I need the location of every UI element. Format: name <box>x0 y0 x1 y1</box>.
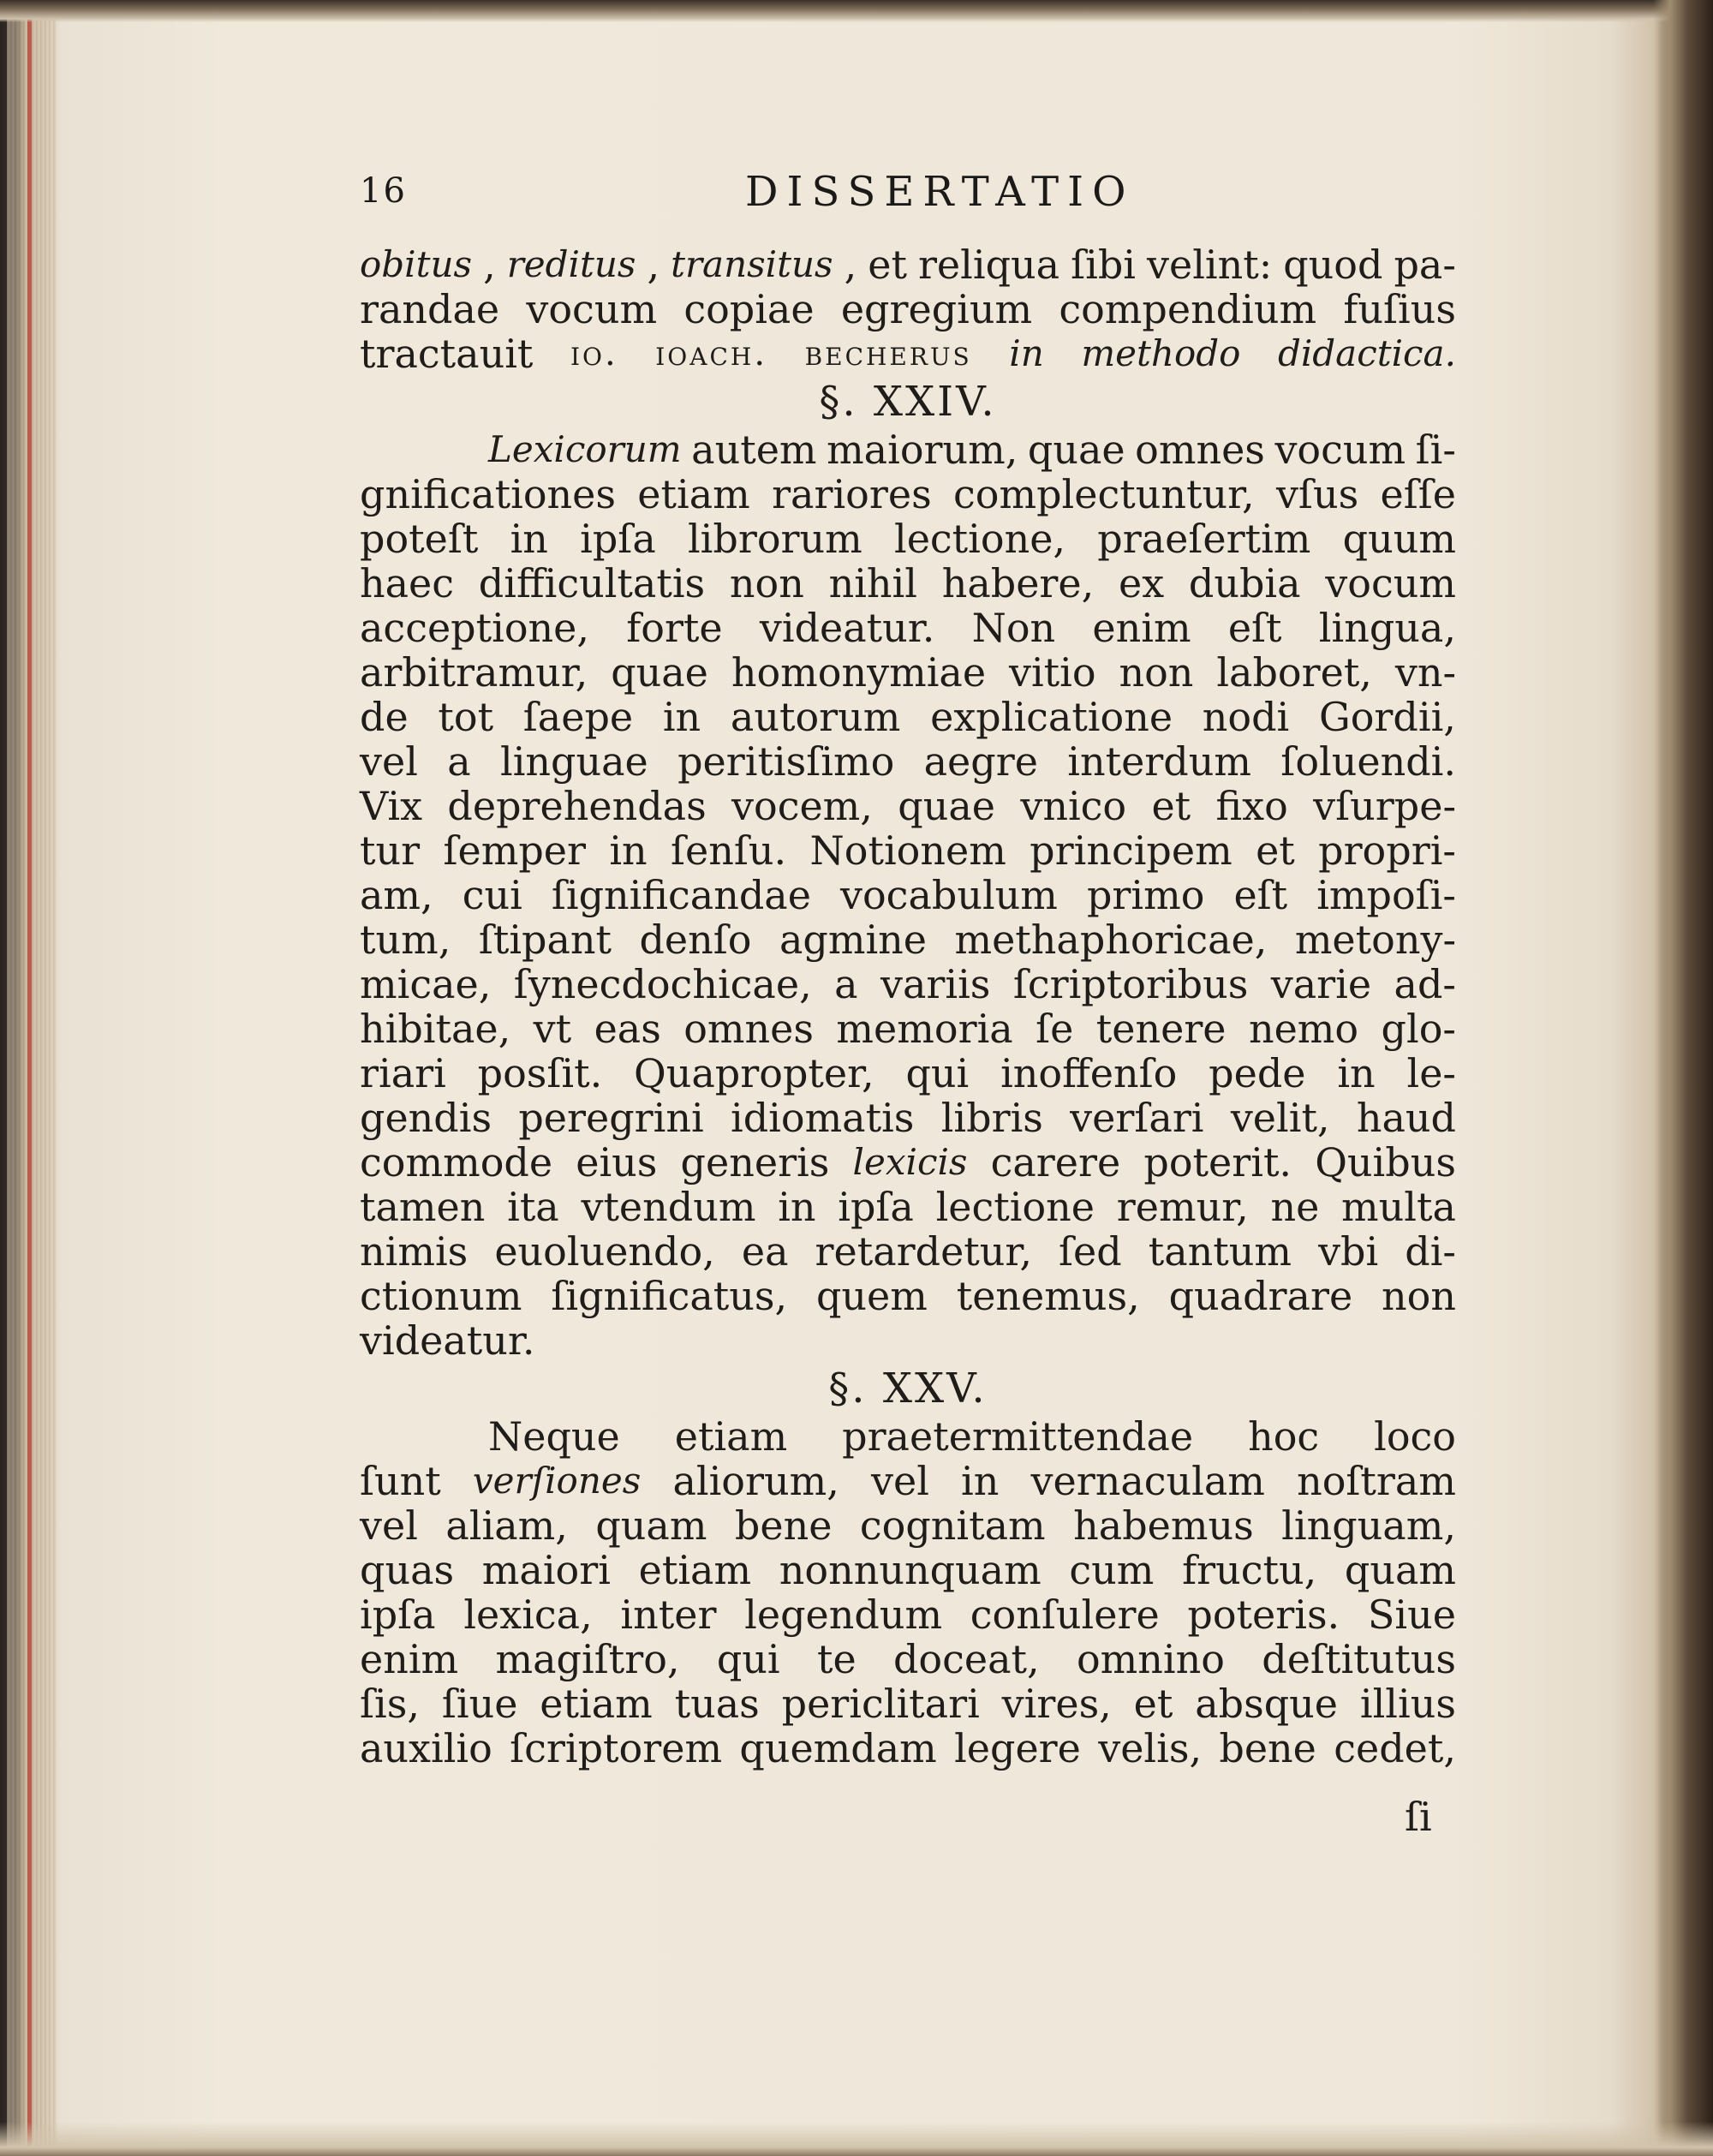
word: aliam, <box>445 1502 568 1549</box>
word: carere <box>990 1139 1121 1186</box>
word: enim <box>1092 605 1191 651</box>
word: de <box>360 694 409 740</box>
word: remur, <box>1116 1184 1249 1230</box>
word: etiam <box>637 471 750 517</box>
word: ſtipant <box>478 917 612 963</box>
word: ita <box>507 1184 559 1230</box>
word: retardetur, <box>815 1228 1032 1275</box>
word: qui <box>905 1050 970 1096</box>
text-line <box>360 695 1456 739</box>
word: ex <box>1119 560 1165 606</box>
word: denſo <box>639 917 752 963</box>
word: pa- <box>1394 242 1456 288</box>
word: commode <box>360 1139 553 1186</box>
word: linguam, <box>1281 1502 1456 1549</box>
word: idiomatis <box>731 1095 915 1141</box>
word: ioach. <box>655 334 768 373</box>
word: ſcriptoribus <box>1012 961 1249 1007</box>
word: habere, <box>941 560 1095 606</box>
word: ſcriptorem <box>510 1725 723 1771</box>
word: riari <box>360 1050 446 1096</box>
word: doceat, <box>892 1636 1040 1682</box>
text-line <box>360 1503 1456 1548</box>
word: metony- <box>1294 917 1456 963</box>
word: nemo <box>1248 1006 1359 1052</box>
word: in <box>961 1458 1000 1504</box>
word: nimis <box>360 1228 469 1275</box>
word: fuſius <box>1343 286 1456 332</box>
word: noſtram <box>1297 1458 1456 1504</box>
word: pede <box>1209 1050 1306 1096</box>
word: forte <box>626 605 723 651</box>
word: gnificationes <box>360 471 616 517</box>
word: vocabulum <box>840 872 1058 918</box>
word: gendis <box>360 1095 492 1141</box>
word: quum <box>1342 516 1456 562</box>
word: peritisſimo <box>677 738 895 785</box>
word: generis <box>680 1139 830 1186</box>
word: poterit. <box>1143 1139 1292 1186</box>
word: haud <box>1356 1095 1456 1141</box>
word: eſſe <box>1380 471 1456 517</box>
word: Non <box>971 605 1056 651</box>
text-line <box>360 1592 1456 1637</box>
word: ea <box>741 1228 789 1275</box>
text-line <box>360 1051 1456 1096</box>
word: micae, <box>360 961 492 1007</box>
word: dubia <box>1188 560 1301 606</box>
word: poteris. <box>1187 1592 1340 1638</box>
word: tantum <box>1148 1228 1292 1275</box>
page-header <box>360 168 1473 228</box>
word: impoſi- <box>1316 872 1456 918</box>
word: omnino <box>1076 1636 1225 1682</box>
word: ſemper <box>443 827 586 874</box>
paragraph-24 <box>360 427 1456 1363</box>
word: in <box>778 1184 816 1230</box>
text-line <box>360 427 1456 472</box>
word: autem <box>691 427 817 473</box>
word: inter <box>620 1592 717 1638</box>
word: vel <box>870 1458 929 1504</box>
word: ad- <box>1394 961 1456 1007</box>
word: , <box>483 242 496 288</box>
text-line <box>360 1726 1456 1771</box>
word: ſis, <box>360 1681 420 1727</box>
word: complectuntur, <box>953 471 1255 517</box>
word: omnes <box>1135 427 1265 473</box>
word: Vix <box>360 783 423 829</box>
word: eas <box>594 1006 661 1052</box>
section-heading-25: §. XXV. <box>828 1365 988 1412</box>
word: a <box>447 738 471 785</box>
word: hoc <box>1248 1413 1320 1460</box>
word: enim <box>360 1636 459 1682</box>
word: nihil <box>828 560 917 606</box>
word: te <box>816 1636 856 1682</box>
word: in <box>662 694 701 740</box>
word: et <box>1256 827 1295 874</box>
word: ſunt <box>360 1458 441 1504</box>
word: non <box>1382 1273 1456 1319</box>
word: et <box>1133 1681 1173 1727</box>
word: memoria <box>836 1006 1013 1052</box>
word: , <box>844 242 857 288</box>
word: cedet, <box>1334 1725 1456 1771</box>
word: ſignificandae <box>551 872 811 918</box>
word: ſoluendi. <box>1280 738 1456 785</box>
word: becherus <box>804 334 972 373</box>
text-line <box>360 1185 1456 1229</box>
word: vt <box>533 1006 572 1052</box>
text-line <box>360 873 1456 917</box>
word: vitio <box>1008 649 1096 696</box>
word: vn- <box>1394 649 1456 696</box>
word: transitus <box>671 243 833 285</box>
word: velis, <box>1098 1725 1203 1771</box>
word: io. <box>570 334 618 373</box>
word: quadrare <box>1168 1273 1353 1319</box>
text-line <box>360 606 1456 650</box>
word: ipſa <box>360 1592 436 1638</box>
word: vſurpe- <box>1313 783 1456 829</box>
word: am, <box>360 872 433 918</box>
text-line <box>360 1414 1456 1459</box>
word: vernaculam <box>1030 1458 1265 1504</box>
text-block <box>360 242 1456 1771</box>
word: fructu, <box>1182 1547 1317 1593</box>
text-line <box>360 472 1456 517</box>
word: vocum <box>1274 427 1406 473</box>
word: explicatione <box>930 694 1173 740</box>
word: ſe <box>1036 1006 1074 1052</box>
text-line <box>360 739 1456 784</box>
word: velint: <box>1146 242 1273 288</box>
word: ne <box>1270 1184 1320 1230</box>
word: maiorum, <box>827 427 1018 473</box>
word: didactica. <box>1277 332 1456 374</box>
word: tot <box>438 694 494 740</box>
text-line <box>360 828 1456 873</box>
word: quod <box>1283 242 1383 288</box>
word: velit, <box>1230 1095 1330 1141</box>
word: absque <box>1195 1681 1339 1727</box>
word: in <box>609 827 648 874</box>
word: conſulere <box>970 1592 1160 1638</box>
page-number: 16 <box>360 171 407 211</box>
word: verſari <box>1070 1095 1204 1141</box>
word: autorum <box>730 694 901 740</box>
word: ctionum <box>360 1273 522 1319</box>
word: varie <box>1270 961 1372 1007</box>
word: Siue <box>1367 1592 1456 1638</box>
word: vires, <box>1001 1681 1112 1727</box>
page-block-edge <box>7 0 57 2156</box>
word: bene <box>1219 1725 1316 1771</box>
word: vbi <box>1318 1228 1379 1275</box>
word: cum <box>1069 1547 1155 1593</box>
text-line <box>360 242 1456 287</box>
word: reliqua <box>917 242 1060 288</box>
running-title: DISSERTATIO <box>745 168 1135 216</box>
word: cognitam <box>859 1502 1046 1549</box>
word: periclitari <box>781 1681 980 1727</box>
opening-lines <box>360 242 1456 376</box>
word: in <box>1337 1050 1376 1096</box>
word: rariores <box>772 471 932 517</box>
word: aegre <box>923 738 1038 785</box>
word: compendium <box>1059 286 1317 332</box>
word: auxilio <box>360 1725 492 1771</box>
word: illius <box>1359 1681 1456 1727</box>
word: tractauit <box>360 331 534 377</box>
text-line <box>360 1681 1456 1726</box>
word: nodi <box>1202 694 1290 740</box>
word: quas <box>360 1547 455 1593</box>
word: , <box>647 242 660 288</box>
word: non <box>729 560 804 606</box>
word: deſtitutus <box>1262 1636 1456 1682</box>
word: ſi- <box>1415 427 1456 473</box>
word: verſiones <box>472 1460 642 1502</box>
text-line <box>360 331 1456 376</box>
word: nonnunquam <box>779 1547 1042 1593</box>
word: quam <box>1344 1547 1456 1593</box>
word: inoffenſo <box>1000 1050 1178 1096</box>
word: vel <box>360 738 418 785</box>
word: glo- <box>1381 1006 1456 1052</box>
word: deprehendas <box>447 783 707 829</box>
paragraph-25 <box>360 1414 1456 1771</box>
word: quae <box>898 783 995 829</box>
word: lectione <box>935 1184 1095 1230</box>
word: loco <box>1374 1413 1456 1460</box>
text-line <box>360 1006 1456 1051</box>
word: aliorum, <box>672 1458 839 1504</box>
word: maiori <box>481 1547 611 1593</box>
word: ſed <box>1059 1228 1122 1275</box>
word: le- <box>1406 1050 1456 1096</box>
word: tenere <box>1095 1006 1227 1052</box>
word: methodo <box>1081 332 1241 374</box>
word: ſiue <box>441 1681 518 1727</box>
word: lectione, <box>893 516 1066 562</box>
word: Gordii, <box>1318 694 1456 740</box>
text-line <box>360 650 1456 695</box>
word: quem <box>815 1273 928 1319</box>
text-line <box>360 287 1456 331</box>
word: libris <box>940 1095 1043 1141</box>
gutter-shadow <box>1653 0 1713 2156</box>
text-line <box>360 1548 1456 1592</box>
word: ſibi <box>1071 242 1136 288</box>
word: primo <box>1086 872 1205 918</box>
word: interdum <box>1067 738 1251 785</box>
text-line <box>360 1459 1456 1503</box>
word: videatur. <box>759 605 935 651</box>
word: et <box>868 242 907 288</box>
word: vtendum <box>581 1184 756 1230</box>
word: egregium <box>840 286 1033 332</box>
word: librorum <box>687 516 862 562</box>
word: hibitae, <box>360 1006 511 1052</box>
word: vnico <box>1020 783 1127 829</box>
word: tamen <box>360 1184 486 1230</box>
text-line <box>360 962 1456 1006</box>
word: a <box>834 961 858 1007</box>
word: ſynecdochicae, <box>513 961 812 1007</box>
word: Notionem <box>809 827 1006 874</box>
word: quae <box>611 649 708 696</box>
word: ipſa <box>580 516 656 562</box>
word: homonymiae <box>731 649 987 696</box>
word: di- <box>1405 1228 1456 1275</box>
word: legendum <box>744 1592 943 1638</box>
word: qui <box>716 1636 780 1682</box>
word: arbitramur, <box>360 649 588 696</box>
word: quemdam <box>739 1725 937 1771</box>
word: vocem, <box>731 783 873 829</box>
word: bene <box>734 1502 833 1549</box>
word: etiam <box>638 1547 752 1593</box>
word: principem <box>1030 827 1233 874</box>
red-page-edge <box>27 0 32 2156</box>
text-line <box>360 1140 1456 1185</box>
word: Neque <box>488 1413 620 1460</box>
word: eſt <box>1233 872 1288 918</box>
word: eſt <box>1227 605 1282 651</box>
word: habemus <box>1073 1502 1254 1549</box>
word: copiae <box>683 286 815 332</box>
word: haec <box>360 560 455 606</box>
word: et <box>1151 783 1191 829</box>
word: eius <box>576 1139 658 1186</box>
word: in <box>1009 332 1044 374</box>
word: poteſt <box>360 516 479 562</box>
word: multa <box>1341 1184 1456 1230</box>
text-line <box>360 1637 1456 1681</box>
word: videatur. <box>360 1317 535 1364</box>
word: fixo <box>1215 783 1288 829</box>
word: ſignificatus, <box>551 1273 788 1319</box>
word: lexicis <box>852 1141 968 1183</box>
word: non <box>1119 649 1194 696</box>
word: quae <box>1027 427 1125 473</box>
word: vſus <box>1275 471 1359 517</box>
word: laboret, <box>1216 649 1372 696</box>
word: ſaepe <box>522 694 634 740</box>
word: peregrini <box>518 1095 704 1141</box>
top-binding-edge <box>0 0 1713 22</box>
word: ipſa <box>838 1184 914 1230</box>
word: vocum <box>1325 560 1456 606</box>
word: legere <box>954 1725 1081 1771</box>
text-line <box>360 1096 1456 1140</box>
word: Quibus <box>1315 1139 1456 1186</box>
word: quam <box>595 1502 707 1549</box>
word: randae <box>360 286 500 332</box>
word: magiſtro, <box>495 1636 680 1682</box>
word: omnes <box>683 1006 815 1052</box>
word: praeſertim <box>1097 516 1311 562</box>
word: tur <box>360 827 421 874</box>
word: Quapropter, <box>634 1050 874 1096</box>
word: etiam <box>540 1681 653 1727</box>
word: agmine <box>779 917 928 963</box>
word: acceptione, <box>360 605 589 651</box>
word: posſit. <box>477 1050 603 1096</box>
text-line <box>360 1318 1456 1363</box>
word: lexica, <box>463 1592 593 1638</box>
word: ſenſu. <box>671 827 787 874</box>
word: obitus <box>360 243 473 285</box>
word: in <box>510 516 548 562</box>
word: vel <box>360 1502 418 1549</box>
word: linguae <box>499 738 648 785</box>
text-line <box>360 917 1456 962</box>
word: euoluendo, <box>494 1228 715 1275</box>
word: tuas <box>674 1681 760 1727</box>
word: Lexicorum <box>488 428 682 470</box>
text-line <box>360 1274 1456 1318</box>
word: tenemus, <box>956 1273 1140 1319</box>
bottom-edge <box>0 2122 1713 2156</box>
word: tum, <box>360 917 451 963</box>
word: methaphoricae, <box>954 917 1268 963</box>
word: variis <box>880 961 991 1007</box>
word: lingua, <box>1318 605 1456 651</box>
text-line <box>360 1229 1456 1274</box>
word: etiam <box>674 1413 788 1460</box>
word: reditus <box>506 243 636 285</box>
word: propri- <box>1318 827 1456 874</box>
section-heading-24: §. XXIV. <box>819 378 997 426</box>
word: cui <box>462 872 522 918</box>
text-line <box>360 561 1456 606</box>
text-line <box>360 784 1456 828</box>
word: praetermittendae <box>842 1413 1194 1460</box>
catchword: ſi <box>1405 1794 1432 1840</box>
text-line <box>360 517 1456 561</box>
word: vocum <box>526 286 658 332</box>
word: difficultatis <box>478 560 706 606</box>
